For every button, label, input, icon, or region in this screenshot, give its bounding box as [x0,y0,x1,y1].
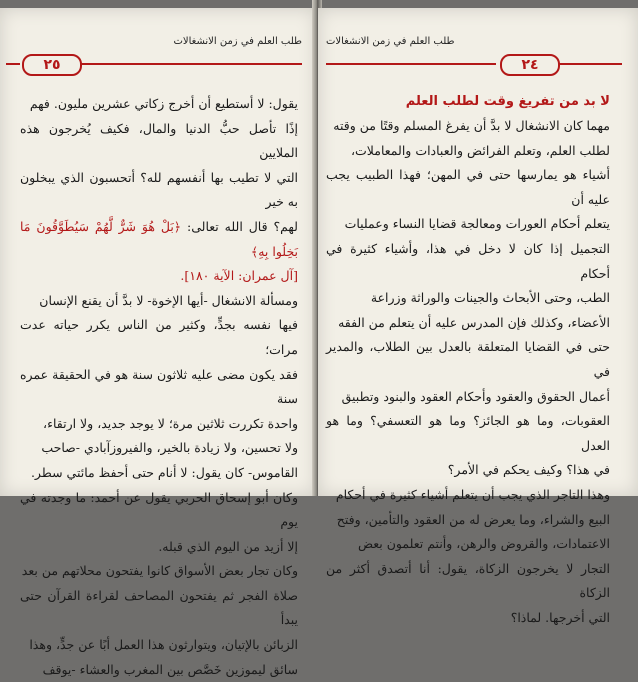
text-line: في هذا؟ وكيف يحكم في الأمر؟ [447,462,610,478]
right-page [318,8,638,625]
left-header-rule-left [6,63,20,65]
text-line: إذًا تأصل حبُّ الدنيا والمال، فكيف يُخرجون هذه الملايين [20,120,298,161]
right-page-body [326,90,610,630]
right-header-rule-right [558,63,622,65]
right-page-number: ٢٤ [500,54,560,76]
left-page-header: طلب العلم في زمن الانشغالات [173,36,302,47]
left-page-number: ٢٥ [22,54,82,76]
text-line: الطب، وحتى الأبحاث والجينات والوراثة وزراعة [370,290,610,306]
text-line: فيها نفسه بجدٍّ، وكثير من الناس يكرر حياته عدت مرات؛ [20,317,298,357]
text-line: وهذا التاجر الذي يجب أن يتعلم أشياء كثيرة في أحكام [335,486,610,502]
section-heading: لا بد من تفريغ وقت لطلب العلم [405,94,610,109]
text-line: التي أخرجها. لماذا؟ [510,609,610,625]
text-line: الزبائن بالإتيان، ويتوارثون هذا العمل أبًا عن جدٍّ، وهذا [29,637,298,653]
text-line: فقد يكون مضى عليه ثلاثون سنة هو في الحقيقة عمره سنة [20,366,298,407]
text-line: مهما كان الانشغال لا بدَّ أن يفرغ المسلم وقتًا من وقته [333,118,610,133]
text-line: ولا تحسين، ولا زيادة بالخير، والفيروزآبادي -صاحب [41,440,298,456]
text-line: الأعضاء، وكذلك فإن المدرس عليه أن يتعلم من الفقه [338,314,610,330]
right-header-rule-left [326,63,496,65]
text-line: لطلب العلم، وتعلم الفرائض والعبادات والمعاملات، [351,142,610,158]
text-line: يتعلم أحكام العورات ومعالجة قضايا النساء وعمليات [344,216,610,232]
text-line: العقوبات، وما هو الجائز؟ وما هو التعسفي؟ وما هو العدل [326,413,610,453]
text-line: إلا أزيد من اليوم الذي قبله. [158,538,298,554]
text-line: التجار لا يخرجون الزكاة، يقول: أنا أتصدق أكثر من الزكاة [326,560,610,601]
text-line: البيع والشراء، وما يعرض له من العقود والتأمين، وفتح [336,511,610,527]
text-line [20,215,298,264]
text-line: ومسألة الانشغال -أيها الإخوة- لا بدَّ أن يقنع الإنسان [39,292,298,308]
text-line: واحدة تكررت ثلاثين مرة؛ لا يوجد جديد، ولا ارتقاء، [43,415,298,431]
right-page-header: طلب العلم في زمن الانشغالات [326,36,455,47]
text-line: التجميل إذا كان لا دخل في هذا، وأشياء كثيرة في أحكام [326,240,610,281]
text-line: سائق ليموزين خَصَّص بين المغرب والعشاء -يوقف [42,661,298,677]
text-line: القاموس- كان يقول: لا أنام حتى أحفظ مائتي سطر. [30,464,298,480]
text-line: وكان تجار بعض الأسواق كانوا يفتحون محلاتهم من بعد [21,563,298,579]
left-page [0,8,316,677]
text-line: حتى في القضايا المتعلقة بالعدل بين الطلاب، والمدير في [326,339,610,379]
text-line: يقول: لا أستطيع أن أخرج زكاتي عشرين مليون. فهم [29,96,298,111]
text-line: الاعتمادات، والقروض والرهن، وأنتم تعلمون بعض [357,536,610,552]
text-line-part: لهم؟ قال الله تعالى: [187,218,298,234]
text-line: وكان أبو إسحاق الحربي يقول عن أحمد: ما وجدته في يوم [20,489,298,530]
left-header-rule-right [80,63,302,65]
text-line: أشياء هو يمارسها حتى في المهن؛ فهذا الطبيب يجب عليه أن [326,167,610,207]
text-line: صلاة الفجر ثم يفتحون المصاحف لقراءة القرآن حتى يبدأ [20,587,298,628]
text-line: التي لا تطيب بها أنفسهم لله؟ أتحسبون الذي يبخلون به خير [20,169,298,210]
verse-reference: [آل عمران: الآية ١٨٠]. [180,268,298,284]
quran-verse: ﴿بَلْ هُوَ شَرٌّ لَّهُمْ سَيُطَوَّقُونَ مَا بَخِلُوا بِهِ﴾ [20,218,298,259]
left-page-body [20,92,298,682]
text-line: أعمال الحقوق والعقود وأحكام العقود والبنود وتطبيق [341,388,610,404]
